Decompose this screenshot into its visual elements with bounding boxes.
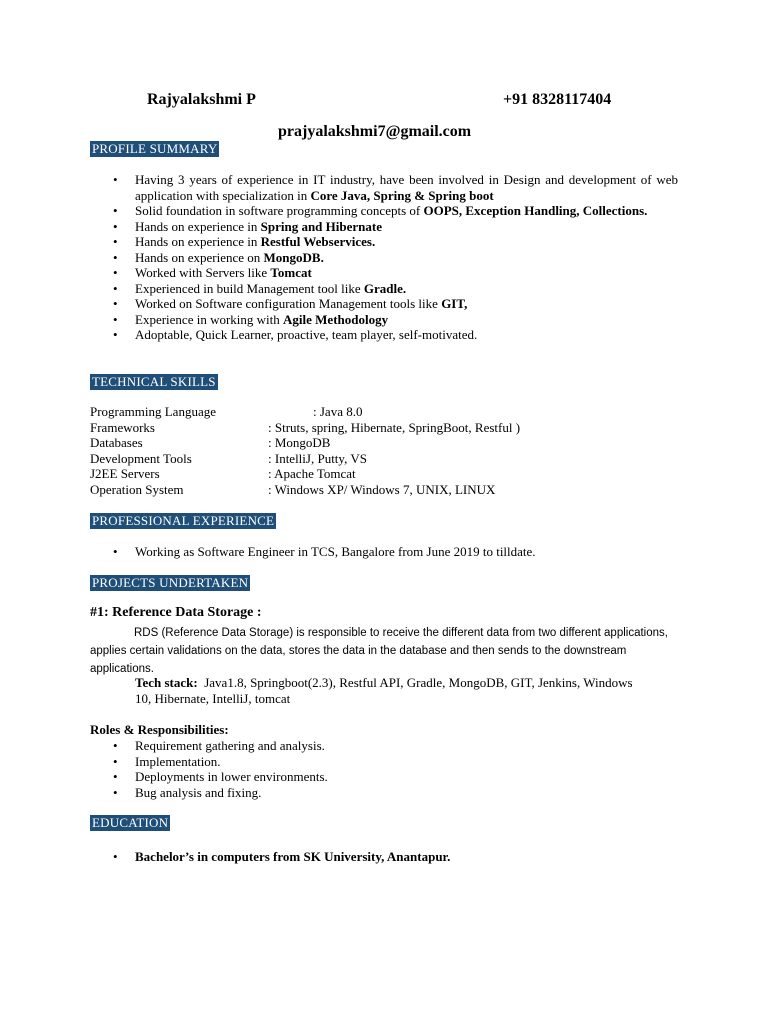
- bullet-icon: •: [113, 544, 118, 559]
- skill-key: Frameworks: [90, 419, 155, 435]
- skill-value: : Struts, spring, Hibernate, SpringBoot, Restful ): [268, 419, 521, 435]
- experience-list: [113, 544, 536, 560]
- project-tech-stack: [135, 675, 680, 707]
- skill-row: [90, 420, 690, 436]
- list-item: • Bachelor’s in computers from SK University, Anantapur.: [113, 849, 451, 864]
- list-item: • Worked on Software configuration Management tools like GIT,: [113, 296, 468, 311]
- skill-row: [90, 435, 690, 451]
- section-header-projects-undertaken: PROJECTS UNDERTAKEN: [92, 575, 249, 590]
- bullet-icon: •: [113, 172, 118, 187]
- list-item: • Experienced in build Management tool like Gradle.: [113, 280, 407, 296]
- list-item: • Adoptable, Quick Learner, proactive, team player, self-motivated.: [113, 327, 478, 342]
- bullet-icon: •: [113, 849, 118, 864]
- education-list: [113, 849, 451, 865]
- skill-row: [90, 404, 690, 420]
- section-header-technical-skills: TECHNICAL SKILLS: [92, 374, 216, 389]
- list-item: • Solid foundation in software programming concepts of OOPS, Exception Handling, Collections.: [113, 203, 648, 218]
- bullet-icon: •: [113, 203, 118, 218]
- list-item: • Having 3 years of experience in IT industry, have been involved in Design and development of web application with specialization in Core Java, Spring & Spring boot: [113, 172, 678, 203]
- candidate-name: Rajyalakshmi P: [147, 91, 256, 108]
- list-item: • Hands on experience in Restful Webservices.: [113, 234, 376, 249]
- section-header-profile-summary: PROFILE SUMMARY: [92, 141, 218, 156]
- roles-title: Roles & Responsibilities:: [90, 722, 229, 737]
- bullet-icon: •: [113, 311, 118, 327]
- skill-row: [90, 451, 690, 467]
- bullet-icon: •: [113, 327, 118, 342]
- tech-stack-value-cont: 10, Hibernate, IntelliJ, tomcat: [135, 691, 291, 706]
- email-address: prajyalakshmi7@gmail.com: [278, 123, 472, 140]
- skill-row: [90, 466, 690, 482]
- bullet-icon: •: [113, 296, 118, 311]
- bullet-icon: •: [113, 753, 118, 769]
- skill-value: : MongoDB: [268, 435, 331, 451]
- list-item: • Bug analysis and fixing.: [113, 784, 262, 800]
- section-header-professional-experience: PROFESSIONAL EXPERIENCE: [92, 513, 275, 528]
- project-title: #1: Reference Data Storage :: [90, 605, 262, 620]
- tech-stack-value: Java1.8, Springboot(2.3), Restful API, Gradle, MongoDB, GIT, Jenkins, Windows: [204, 675, 633, 690]
- skill-key: Operation System: [90, 481, 184, 497]
- list-item: • Experience in working with Agile Methodology: [113, 311, 389, 327]
- section-header-education: EDUCATION: [92, 815, 169, 830]
- skill-key: J2EE Servers: [90, 466, 160, 482]
- bullet-icon: •: [113, 234, 118, 249]
- skill-value: : Apache Tomcat: [268, 466, 356, 482]
- tech-stack-label: Tech stack:: [135, 675, 198, 690]
- list-item: • Hands on experience on MongoDB.: [113, 249, 324, 265]
- list-item: • Deployments in lower environments.: [113, 769, 328, 784]
- project-description: RDS (Reference Data Storage) is responsible to receive the different data from two different applications, applies certain validations on the data, stores the data in the database and then sends to the downstream applications.: [90, 627, 668, 675]
- bullet-icon: •: [113, 218, 118, 234]
- phone-number: +91 8328117404: [503, 91, 612, 108]
- bullet-icon: •: [113, 249, 118, 265]
- bullet-icon: •: [113, 784, 118, 800]
- skill-row: [90, 482, 690, 498]
- bullet-icon: •: [113, 738, 118, 753]
- skill-value: : IntelliJ, Putty, VS: [268, 450, 367, 466]
- skill-value: : Windows XP/ Windows 7, UNIX, LINUX: [268, 481, 496, 497]
- bullet-icon: •: [113, 265, 118, 280]
- skill-key: Development Tools: [90, 450, 192, 466]
- skill-value: : Java 8.0: [313, 404, 363, 419]
- skills-table: [90, 404, 690, 498]
- bullet-icon: •: [113, 280, 118, 296]
- list-item: • Working as Software Engineer in TCS, Bangalore from June 2019 to tilldate.: [113, 544, 536, 559]
- list-item: • Worked with Servers like Tomcat: [113, 265, 312, 280]
- list-item: • Requirement gathering and analysis.: [113, 738, 325, 753]
- list-item: • Implementation.: [113, 753, 221, 769]
- list-item: • Hands on experience in Spring and Hibernate: [113, 218, 382, 234]
- roles-list: [113, 738, 328, 800]
- skill-key: Databases: [90, 435, 143, 451]
- skill-key: Programming Language: [90, 404, 216, 419]
- profile-summary-list: [113, 172, 678, 343]
- bullet-icon: •: [113, 769, 118, 784]
